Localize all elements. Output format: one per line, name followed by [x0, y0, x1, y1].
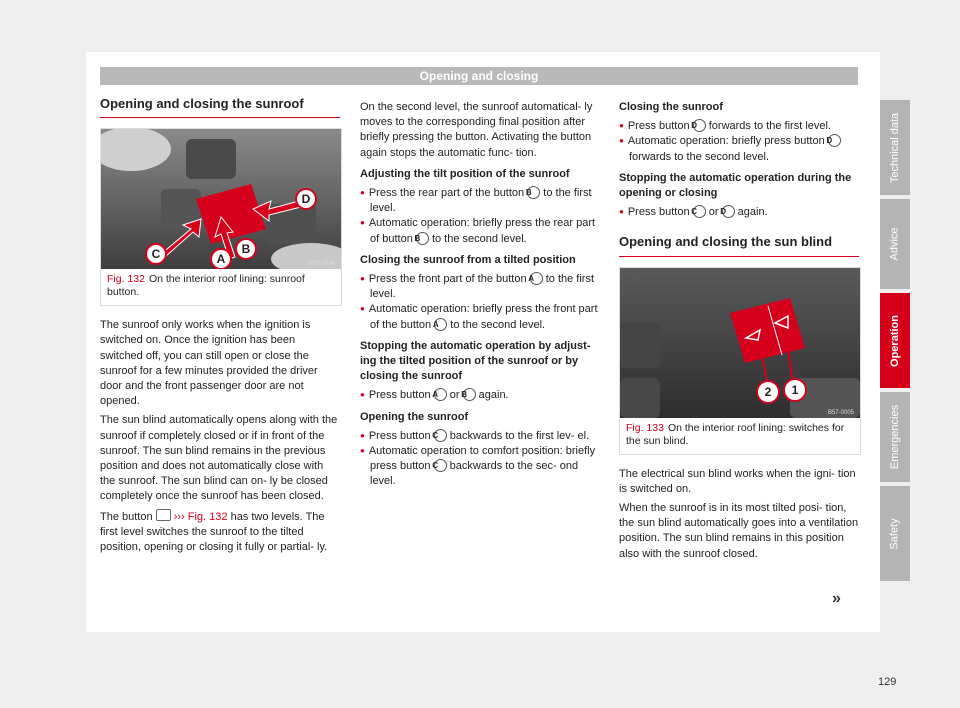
tab-label: Emergencies — [889, 404, 902, 470]
text: Automatic operation: briefly press the rear part of button — [368, 217, 596, 245]
paragraph — [100, 509, 340, 556]
paragraph: The sunroof only works when the ignition is switched on. Once the ignition has been switched off, you can still open or close the sunroof for a few minutes provided the driver door and the front passenger door are not opened. — [100, 319, 318, 408]
key-c: C — [434, 429, 447, 442]
figure-code: B57-0004 — [308, 261, 335, 268]
text: The button — [100, 510, 153, 523]
text: Press button — [368, 429, 431, 442]
text: Press button — [627, 120, 690, 133]
figure-caption — [101, 269, 341, 305]
callout-1: 1 — [791, 382, 799, 397]
figure-reference-link[interactable]: ››› Fig. 132 — [173, 510, 228, 523]
callout-d: D — [301, 192, 311, 207]
key-c: C — [434, 459, 447, 472]
section-title-sun-blind: Opening and closing the sun blind — [619, 234, 859, 256]
column-3 — [619, 100, 859, 566]
callout-c: C — [151, 247, 161, 262]
text: or — [449, 389, 460, 402]
text: again. — [737, 206, 768, 219]
text: forwards to the second level. — [629, 150, 770, 163]
bullet-item — [619, 134, 859, 164]
bullet-item — [360, 388, 600, 403]
tab-label: Advice — [889, 227, 901, 261]
figure-label: Fig. 133 — [626, 421, 664, 434]
bullet-item — [360, 272, 600, 302]
callout-a: A — [216, 252, 226, 267]
key-d: D — [722, 205, 735, 218]
column-2 — [360, 100, 600, 490]
bullet-item — [360, 216, 600, 246]
text: again. — [478, 389, 509, 402]
text: forwards to the first level. — [708, 120, 832, 133]
key-c: C — [693, 205, 706, 218]
key-b: B — [463, 388, 476, 401]
tab-safety[interactable] — [880, 486, 910, 581]
text: Press the rear part of the button — [368, 187, 525, 200]
figure-132 — [100, 128, 342, 306]
section-title-sunroof: Opening and closing the sunroof — [100, 96, 340, 118]
key-d: D — [828, 134, 841, 147]
tab-label: Safety — [889, 517, 901, 550]
chapter-header: Opening and closing — [100, 67, 858, 85]
text: has two levels. The first level switches the sunroof to the tilted position, opening or closing it fully or partial- ly. — [100, 510, 328, 554]
caption-text: On the interior roof lining: switches for the sun blind. — [626, 421, 845, 447]
subheading: Closing the sunroof from a tilted position — [360, 253, 576, 266]
tab-technical-data[interactable] — [880, 100, 910, 195]
column-1 — [100, 96, 340, 559]
text: Press button — [368, 389, 431, 402]
text: Press the front part of the button — [368, 273, 527, 286]
caption-text: On the interior roof lining: sunroof button. — [107, 273, 305, 299]
paragraph: The sun blind automatically opens along with the sunroof if completely closed or if in front of the sunroof. The sun blind remains in the previous position and does not automatically close with the sunroof. The sun blind can on- ly be closed completely once the sunroof has been closed. — [100, 414, 338, 503]
key-a: A — [434, 388, 447, 401]
key-b: B — [527, 186, 540, 199]
text: or — [708, 206, 719, 219]
key-a: A — [434, 318, 447, 331]
subheading: Adjusting the tilt position of the sunroof — [360, 167, 570, 180]
bullet-item — [360, 429, 600, 444]
side-tab-bar — [880, 100, 910, 585]
paragraph: The electrical sun blind works when the igni- tion is switched on. — [619, 467, 856, 495]
text: backwards to the first lev- el. — [449, 429, 590, 442]
figure-133 — [619, 267, 861, 455]
key-a: A — [530, 272, 543, 285]
subheading: Stopping the automatic operation by adjust- ing the tilted position of the sunroof or by closing the sunroof — [360, 339, 591, 383]
text: to the first level. — [370, 187, 592, 215]
text: backwards to the sec- ond level. — [370, 460, 579, 488]
text: Automatic operation: briefly press the front part of the button — [368, 303, 598, 331]
bullet-item — [360, 444, 600, 490]
bullet-item — [619, 119, 859, 134]
callout-2: 2 — [764, 384, 772, 399]
tab-label: Technical data — [889, 112, 902, 183]
text: to the second level. — [431, 232, 527, 245]
tab-advice[interactable] — [880, 199, 910, 289]
sunroof-button-icon — [156, 509, 171, 521]
figure-code: B57-0005 — [827, 409, 854, 416]
tab-label: Operation — [889, 314, 902, 367]
text: Automatic operation to comfort position: briefly press button — [368, 445, 596, 473]
bullet-item — [360, 302, 600, 332]
bullet-item — [619, 205, 859, 220]
text: Automatic operation: briefly press button — [627, 135, 825, 148]
page-number: 129 — [878, 676, 897, 688]
text: to the second level. — [450, 318, 546, 331]
bullet-item — [360, 186, 600, 216]
subheading: Opening the sunroof — [360, 410, 469, 423]
tab-operation[interactable] — [880, 293, 910, 388]
text: to the first level. — [370, 273, 595, 301]
subheading: Closing the sunroof — [619, 101, 723, 113]
key-b: B — [416, 232, 429, 245]
figure-caption — [620, 418, 860, 454]
text: Press button — [627, 206, 690, 219]
sunroof-button-photo — [101, 129, 341, 269]
paragraph: On the second level, the sunroof automatical- ly moves to the corresponding final position after briefly pressing the button. Activating the button again stops the automatic func- tion. — [360, 101, 593, 159]
subheading: Stopping the automatic operation during the opening or closing — [619, 171, 852, 200]
tab-emergencies[interactable] — [880, 392, 910, 482]
paragraph: When the sunroof is in its most tilted posi- tion, the sun blind automatically goes into a ventilation position. The sun blind remains in this position also with the sunroof closed. — [619, 502, 859, 560]
continue-arrow: » — [832, 590, 841, 607]
sun-blind-switch-photo — [620, 268, 860, 418]
key-d: D — [693, 119, 706, 132]
figure-label: Fig. 132 — [107, 273, 145, 286]
callout-b: B — [241, 242, 251, 257]
